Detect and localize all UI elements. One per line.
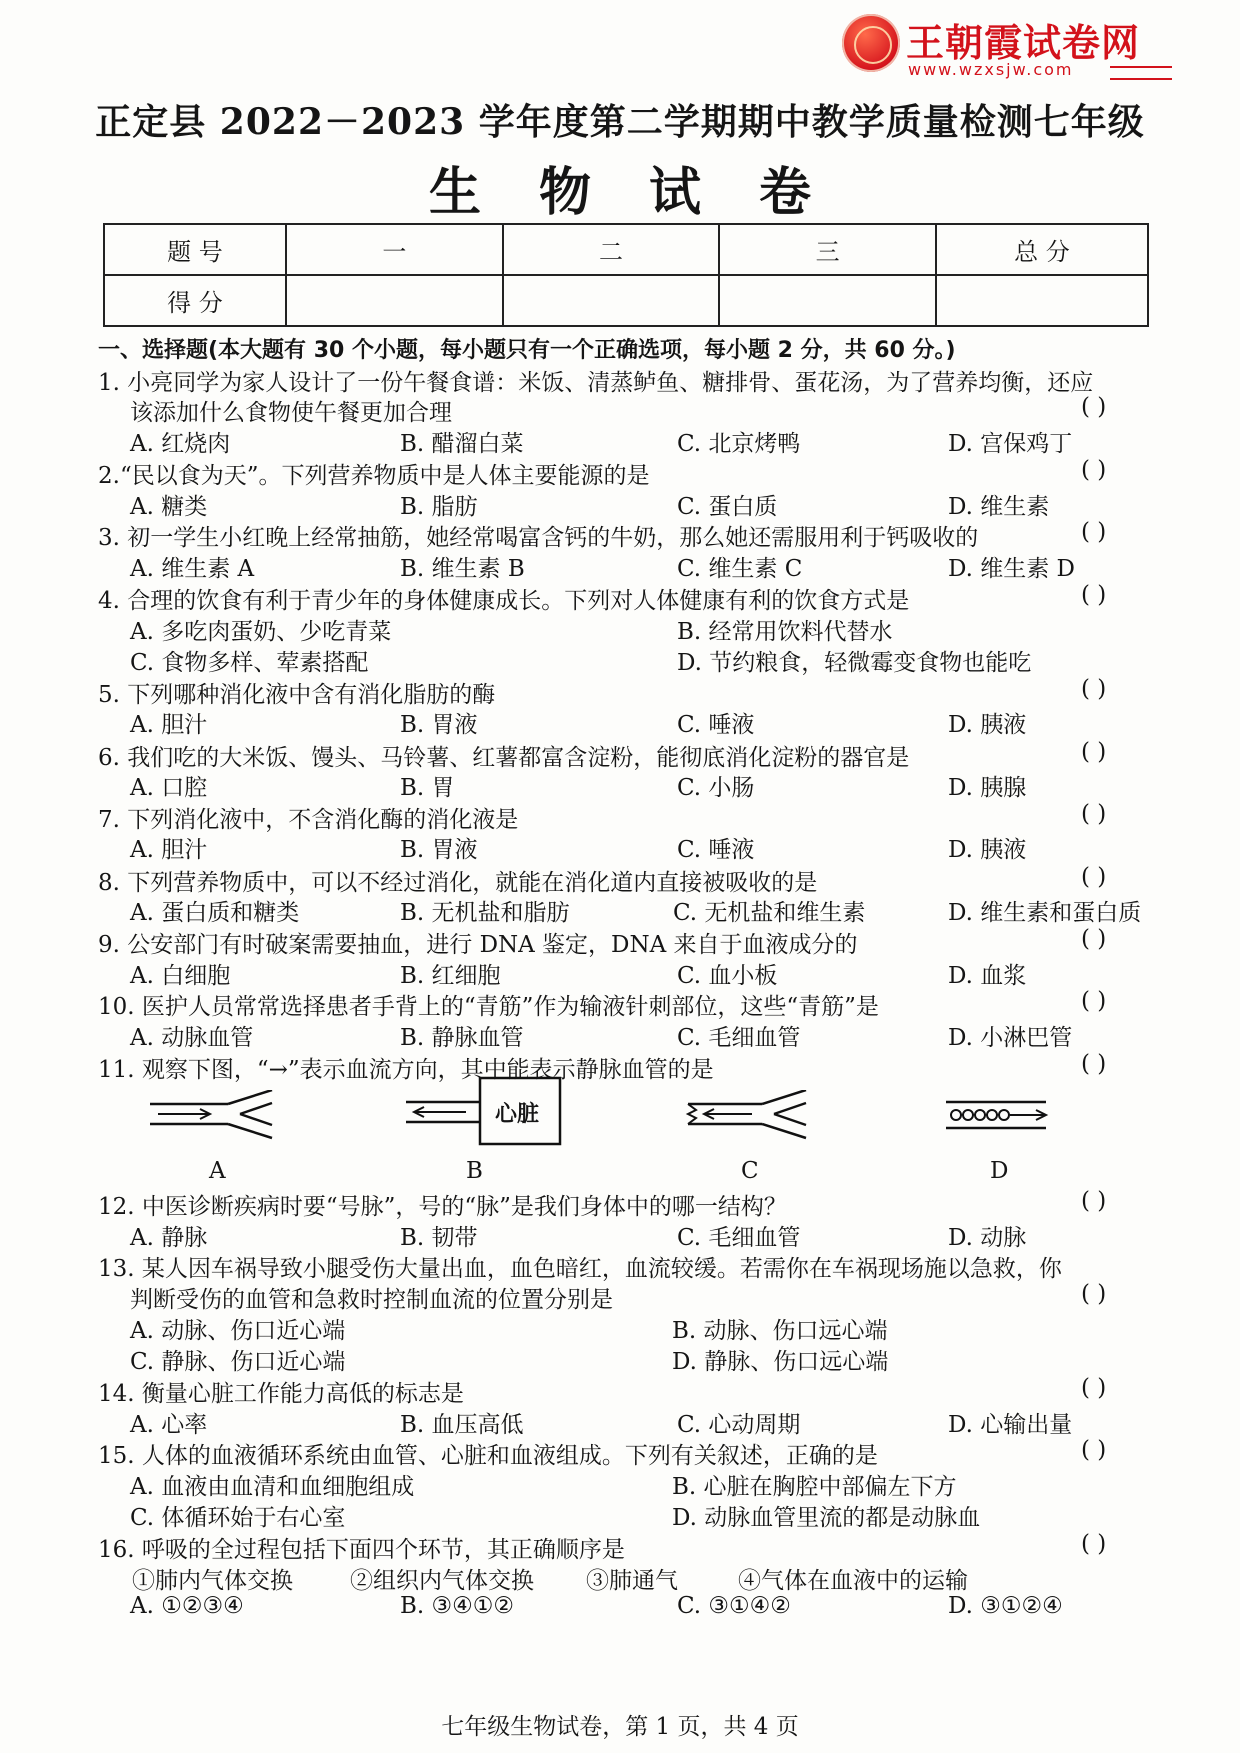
question-stem: 11. 观察下图，“→”表示血流方向，其中能表示静脉血管的是 [98, 1057, 714, 1083]
question-stem: 4. 合理的饮食有利于青少年的身体健康成长。下列对人体健康有利的饮食方式是 [98, 588, 910, 614]
option-a: A. 蛋白质和糖类 [130, 900, 300, 926]
answer-blank[interactable]: ( ) [1081, 1437, 1107, 1463]
option-c: C. 血小板 [677, 963, 778, 989]
figure-label-b: B [466, 1158, 483, 1184]
option-d: D. 心输出量 [948, 1412, 1073, 1438]
option-a: A. 静脉 [130, 1225, 208, 1251]
option-c: C. 无机盐和维生素 [673, 900, 866, 926]
score-cell[interactable] [719, 275, 936, 326]
score-cell[interactable] [286, 275, 503, 326]
option-d: D. 维生素和蛋白质 [948, 900, 1142, 926]
option-d: D. 维生素 D [948, 556, 1075, 582]
page-footer: 七年级生物试卷，第 1 页，共 4 页 [441, 1714, 799, 1740]
score-table [103, 223, 1149, 327]
option-d: D. 胰液 [948, 712, 1027, 738]
question-stem: 1. 小亮同学为家人设计了一份午餐食谱：米饭、清蒸鲈鱼、糖排骨、蛋花汤，为了营养均衡，还应 [98, 370, 1094, 396]
process-item: ④气体在血液中的运输 [738, 1568, 968, 1594]
vessel-figure-c [682, 1090, 812, 1140]
brand-name: 王朝霞试卷网 [906, 21, 1141, 65]
option-a: A. 血液由血清和血细胞组成 [130, 1474, 415, 1500]
option-c: C. 维生素 C [677, 556, 803, 582]
question-stem: 判断受伤的血管和急救时控制血流的位置分别是 [130, 1287, 613, 1313]
option-d: D. 动脉血管里流的都是动脉血 [672, 1505, 981, 1531]
question-stem: 8. 下列营养物质中，可以不经过消化，就能在消化道内直接被吸收的是 [98, 870, 818, 896]
score-header-cell: 三 [719, 224, 936, 275]
question-stem: 该添加什么食物使午餐更加合理 [130, 400, 452, 426]
option-d: D. 小淋巴管 [948, 1025, 1073, 1051]
option-b: B. 韧带 [400, 1225, 478, 1251]
answer-blank[interactable]: ( ) [1081, 864, 1107, 890]
answer-blank[interactable]: ( ) [1081, 801, 1107, 827]
option-b: B. 胃 [400, 775, 455, 801]
option-d: D. 维生素 [948, 494, 1050, 520]
answer-blank[interactable]: ( ) [1081, 739, 1107, 765]
option-c: C. 唾液 [677, 837, 755, 863]
option-a: A. 多吃肉蛋奶、少吃青菜 [130, 619, 392, 645]
option-d: D. 节约粮食，轻微霉变食物也能吃 [677, 650, 1032, 676]
answer-blank[interactable]: ( ) [1081, 1188, 1107, 1214]
score-label-cell: 得 分 [104, 275, 286, 326]
option-d: D. ③①②④ [948, 1593, 1063, 1619]
option-b: B. 脂肪 [400, 494, 478, 520]
answer-blank[interactable]: ( ) [1081, 394, 1107, 420]
option-a: A. 维生素 A [130, 556, 255, 582]
option-c: C. 小肠 [677, 775, 755, 801]
option-a: A. 糖类 [130, 494, 208, 520]
process-item: ②组织内气体交换 [350, 1568, 534, 1594]
brand-url: www.wzxsjw.com [908, 60, 1074, 79]
figure-label-c: C [741, 1158, 759, 1184]
answer-blank[interactable]: ( ) [1081, 926, 1107, 952]
score-header-cell: 题 号 [104, 224, 286, 275]
option-b: B. 胃液 [400, 837, 478, 863]
option-c: C. ③①④② [677, 1593, 791, 1619]
option-b: B. 胃液 [400, 712, 478, 738]
option-c: C. 北京烤鸭 [677, 431, 801, 457]
option-b: B. 无机盐和脂肪 [400, 900, 570, 926]
answer-blank[interactable]: ( ) [1081, 988, 1107, 1014]
option-d: D. 胰液 [948, 837, 1027, 863]
score-header-cell: 一 [286, 224, 503, 275]
answer-blank[interactable]: ( ) [1081, 582, 1107, 608]
option-d: D. 宫保鸡丁 [948, 431, 1073, 457]
option-d: D. 血浆 [948, 963, 1027, 989]
option-c: C. 心动周期 [677, 1412, 801, 1438]
question-stem: 10. 医护人员常常选择患者手背上的“青筋”作为输液针刺部位，这些“青筋”是 [98, 994, 879, 1020]
seal-icon [842, 14, 900, 72]
score-cell[interactable] [503, 275, 720, 326]
option-c: C. 毛细血管 [677, 1025, 801, 1051]
option-a: A. ①②③④ [130, 1593, 244, 1619]
option-b: B. 静脉血管 [400, 1025, 524, 1051]
brand-logo [842, 10, 1172, 80]
question-stem: 9. 公安部门有时破案需要抽血，进行 DNA 鉴定，DNA 来自于血液成分的 [98, 932, 858, 958]
option-b: B. 维生素 B [400, 556, 525, 582]
option-c: C. 体循环始于右心室 [130, 1505, 346, 1531]
question-stem: 6. 我们吃的大米饭、馒头、马铃薯、红薯都富含淀粉，能彻底消化淀粉的器官是 [98, 745, 910, 771]
score-cell[interactable] [936, 275, 1148, 326]
option-b: B. 经常用饮料代替水 [677, 619, 893, 645]
decorative-lines [1110, 66, 1172, 80]
option-a: A. 白细胞 [130, 963, 231, 989]
option-b: B. 醋溜白菜 [400, 431, 524, 457]
exam-title: 正定县 2022－2023 学年度第二学期期中教学质量检测七年级 [95, 101, 1145, 143]
option-c: C. 静脉、伤口近心端 [130, 1349, 346, 1375]
question-stem: 3. 初一学生小红晚上经常抽筋，她经常喝富含钙的牛奶，那么她还需服用利于钙吸收的 [98, 525, 979, 551]
option-c: C. 毛细血管 [677, 1225, 801, 1251]
question-stem: 14. 衡量心脏工作能力高低的标志是 [98, 1381, 464, 1407]
subject-title: 生物试卷 [428, 162, 869, 223]
section-heading: 一、选择题(本大题有 30 个小题，每小题只有一个正确选项，每小题 2 分，共 60 分。) [98, 338, 956, 363]
option-b: B. 动脉、伤口远心端 [672, 1318, 888, 1344]
option-a: A. 动脉血管 [130, 1025, 254, 1051]
question-stem: 12. 中医诊断疾病时要“号脉”，号的“脉”是我们身体中的哪一结构？ [98, 1194, 787, 1220]
heart-box-label: 心脏 [495, 1101, 540, 1127]
option-a: A. 红烧肉 [130, 431, 231, 457]
answer-blank[interactable]: ( ) [1081, 1375, 1107, 1401]
option-b: B. ③④①② [400, 1593, 515, 1619]
process-item: ③肺通气 [586, 1568, 678, 1594]
process-item: ①肺内气体交换 [132, 1568, 293, 1594]
question-stem: 13. 某人因车祸导致小腿受伤大量出血，血色暗红，血流较缓。若需你在车祸现场施以急救，你 [98, 1256, 1062, 1282]
question-stem: 2.“民以食为天”。下列营养物质中是人体主要能源的是 [98, 463, 650, 489]
option-d: D. 胰腺 [948, 775, 1027, 801]
option-a: A. 胆汁 [130, 712, 208, 738]
answer-blank[interactable]: ( ) [1081, 676, 1107, 702]
score-header-cell: 总 分 [936, 224, 1148, 275]
question-stem: 7. 下列消化液中，不含消化酶的消化液是 [98, 807, 519, 833]
option-a: A. 心率 [130, 1412, 208, 1438]
option-a: A. 胆汁 [130, 837, 208, 863]
option-c: C. 食物多样、荤素搭配 [130, 650, 369, 676]
question-stem: 16. 呼吸的全过程包括下面四个环节，其正确顺序是 [98, 1537, 625, 1563]
answer-blank[interactable]: ( ) [1081, 1531, 1107, 1557]
answer-blank[interactable]: ( ) [1081, 457, 1107, 483]
vessel-figure-b [404, 1076, 564, 1146]
question-stem: 5. 下列哪种消化液中含有消化脂肪的酶 [98, 682, 496, 708]
question-stem: 15. 人体的血液循环系统由血管、心脏和血液组成。下列有关叙述，正确的是 [98, 1443, 878, 1469]
option-c: C. 蛋白质 [677, 494, 778, 520]
option-d: D. 动脉 [948, 1225, 1027, 1251]
option-d: D. 静脉、伤口远心端 [672, 1349, 889, 1375]
answer-blank[interactable]: ( ) [1081, 1281, 1107, 1307]
option-c: C. 唾液 [677, 712, 755, 738]
option-b: B. 血压高低 [400, 1412, 524, 1438]
vessel-figure-a [148, 1090, 278, 1140]
answer-blank[interactable]: ( ) [1081, 1051, 1107, 1077]
option-b: B. 红细胞 [400, 963, 501, 989]
vessel-figure-d [944, 1098, 1054, 1134]
figure-label-d: D [990, 1158, 1009, 1184]
score-header-cell: 二 [503, 224, 720, 275]
option-a: A. 口腔 [130, 775, 208, 801]
option-b: B. 心脏在胸腔中部偏左下方 [672, 1474, 957, 1500]
answer-blank[interactable]: ( ) [1081, 519, 1107, 545]
figure-label-a: A [209, 1158, 226, 1184]
option-a: A. 动脉、伤口近心端 [130, 1318, 346, 1344]
